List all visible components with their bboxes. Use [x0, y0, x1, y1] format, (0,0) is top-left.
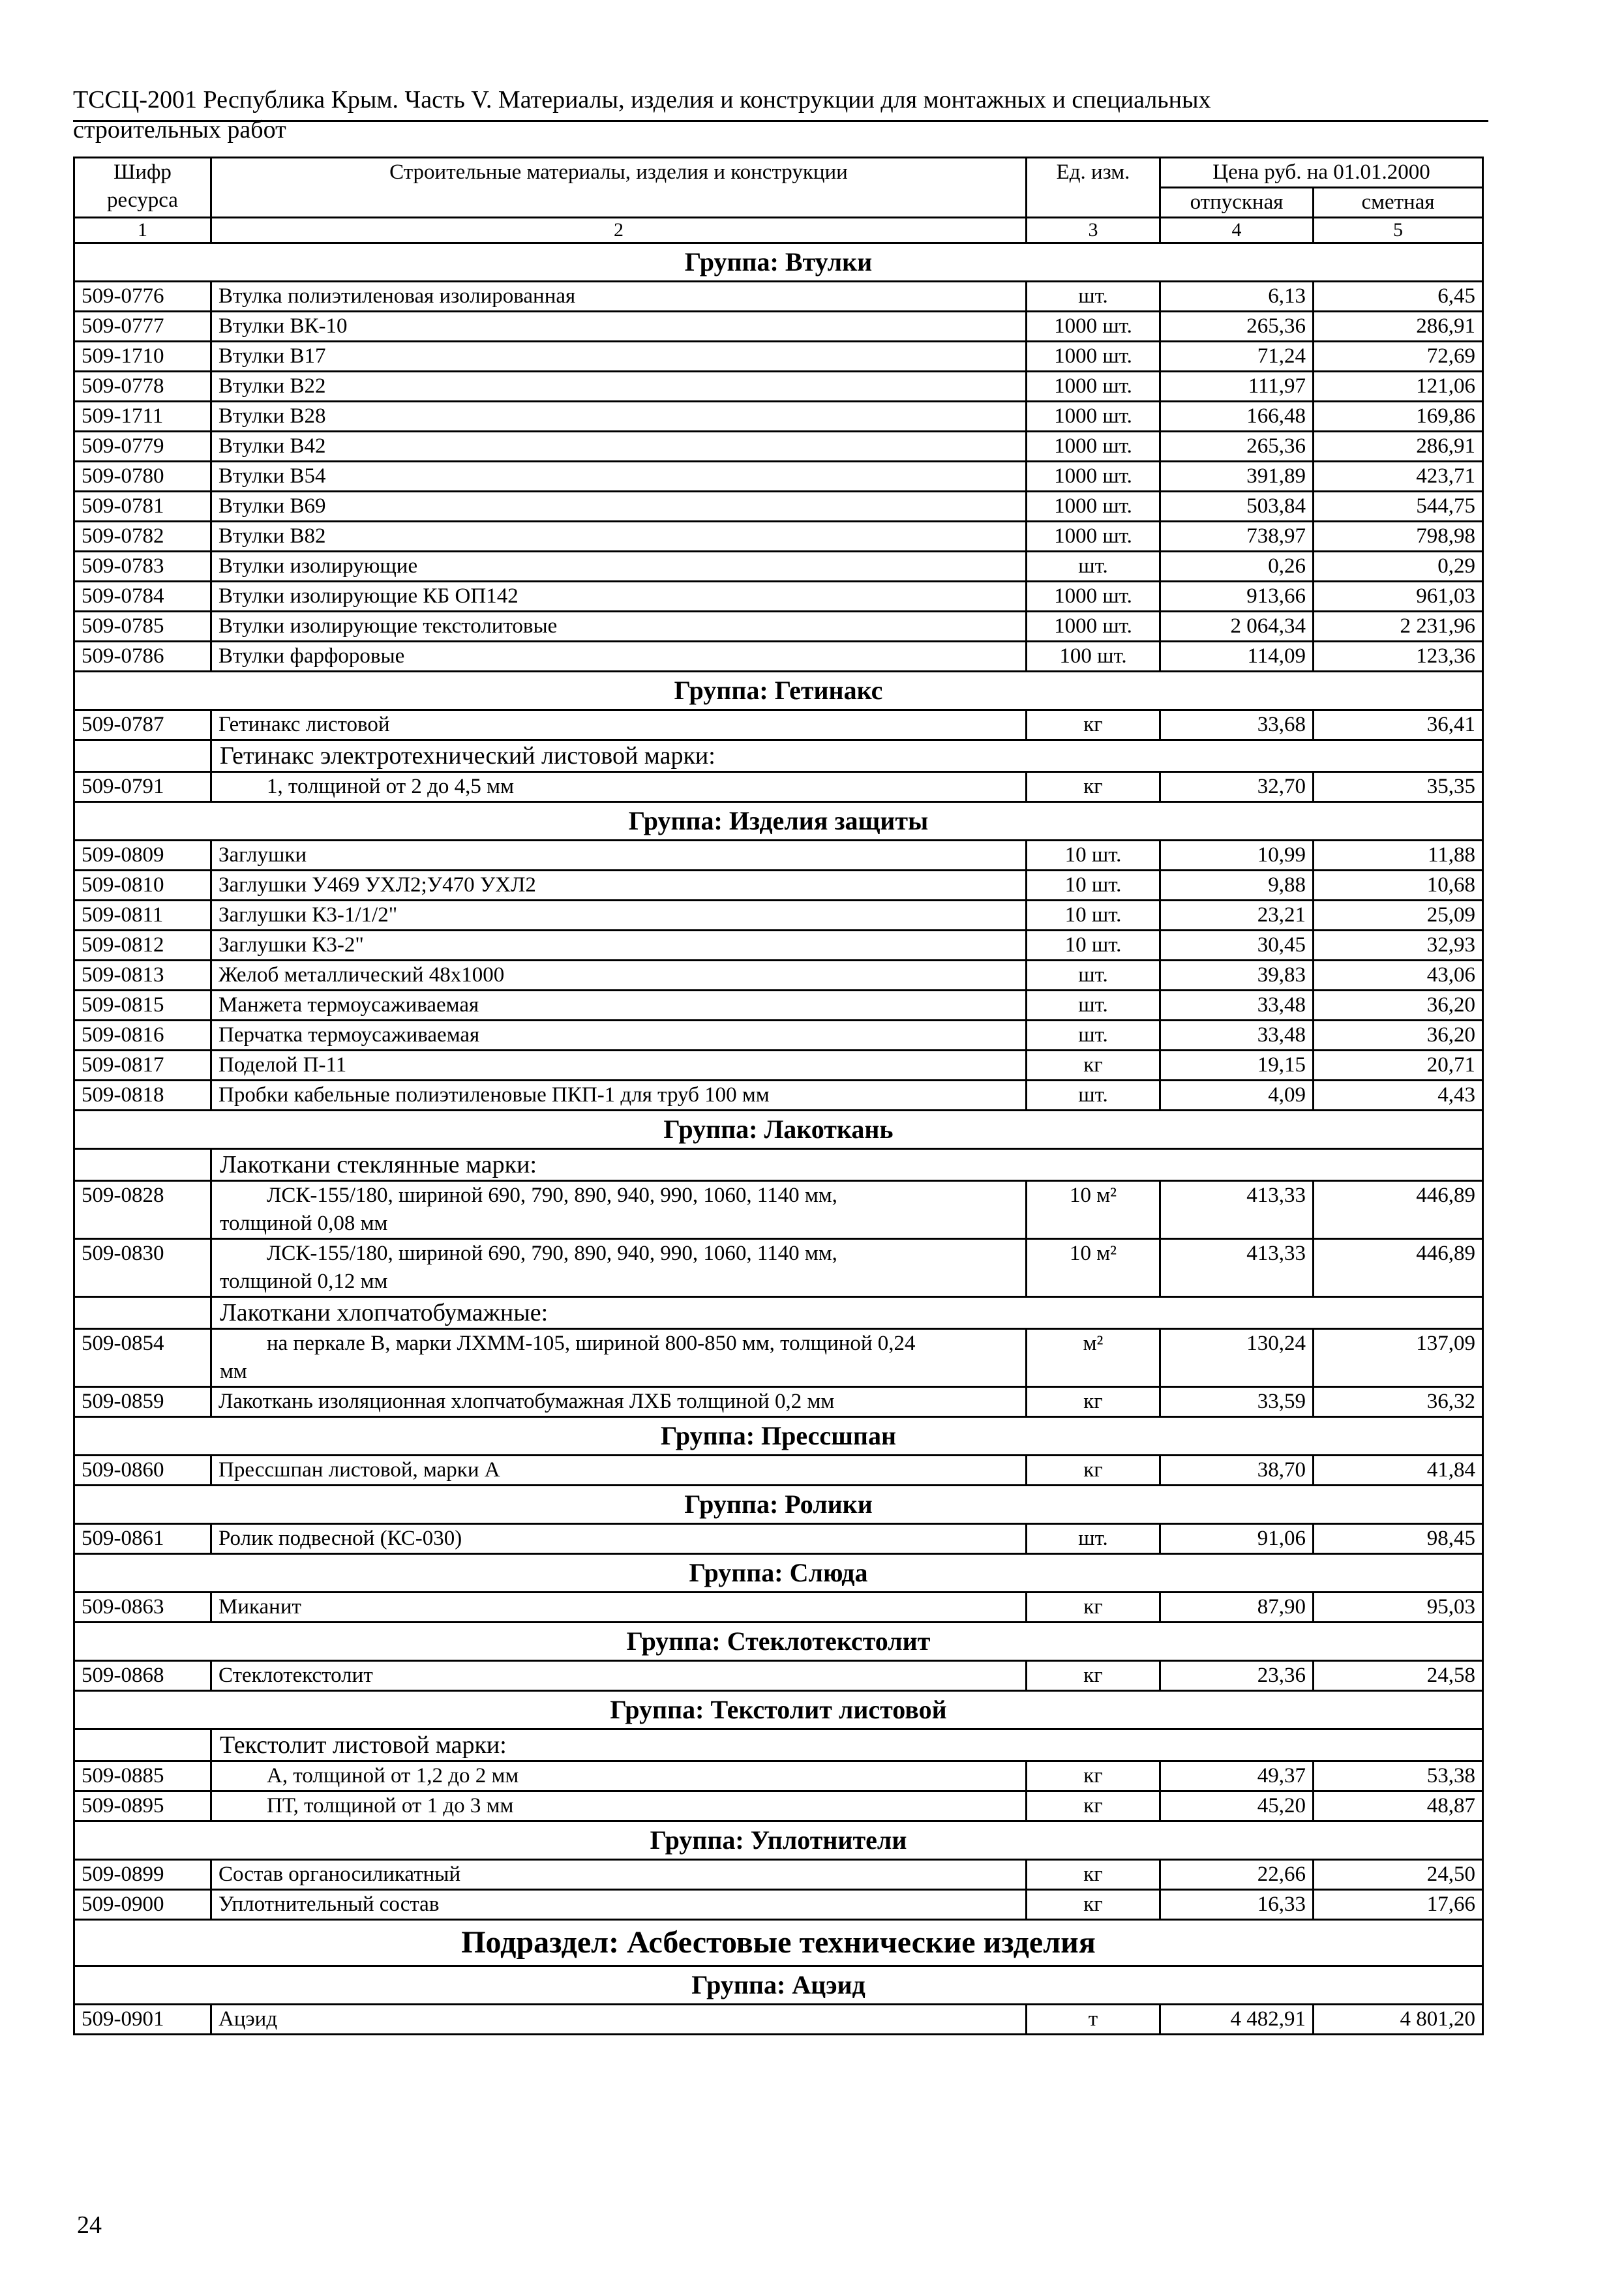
material-name: Гетинакс листовой [211, 710, 1027, 740]
resource-code: 509-0777 [74, 312, 211, 342]
material-name: Стеклотекстолит [211, 1661, 1027, 1691]
material-name: Состав органосиликатный [211, 1860, 1027, 1890]
group-heading-row [74, 1554, 1483, 1593]
header-title-line2: строительных работ [73, 116, 286, 143]
material-name [211, 772, 1027, 802]
unit-of-measure: 10 шт. [1027, 901, 1160, 931]
release-price: 39,83 [1160, 961, 1314, 991]
material-name: Желоб металлический 48х1000 [211, 961, 1027, 991]
empty-cell [74, 1297, 211, 1329]
group-heading: Группа: Уплотнители [74, 1821, 1483, 1860]
subsection-heading: Подраздел: Асбестовые технические изделия [74, 1920, 1483, 1966]
estimate-price: 25,09 [1314, 901, 1483, 931]
group-heading: Группа: Стеклотекстолит [74, 1623, 1483, 1661]
table-row [74, 1239, 1483, 1297]
material-name: Втулки В42 [211, 432, 1027, 462]
group-heading: Группа: Гетинакс [74, 672, 1483, 710]
material-name-text: 1, толщиной от 2 до 4,5 мм [267, 775, 514, 798]
resource-code: 509-0810 [74, 871, 211, 901]
unit-of-measure: 10 шт. [1027, 841, 1160, 871]
material-name: Уплотнительный состав [211, 1890, 1027, 1920]
column-number: 3 [1027, 218, 1160, 243]
unit-of-measure: 1000 шт. [1027, 342, 1160, 372]
unit-of-measure: 1000 шт. [1027, 432, 1160, 462]
resource-code: 509-0786 [74, 642, 211, 672]
column-numbers-row [74, 218, 1483, 243]
resource-code: 509-0784 [74, 582, 211, 612]
estimate-price: 53,38 [1314, 1761, 1483, 1791]
resource-code: 509-1711 [74, 402, 211, 432]
estimate-price: 798,98 [1314, 522, 1483, 552]
unit-of-measure: кг [1027, 1593, 1160, 1623]
estimate-price: 446,89 [1314, 1239, 1483, 1297]
resource-code: 509-0815 [74, 991, 211, 1021]
unit-of-measure: 1000 шт. [1027, 372, 1160, 402]
material-name [211, 1329, 1027, 1387]
release-price: 130,24 [1160, 1329, 1314, 1387]
release-price: 33,59 [1160, 1387, 1314, 1417]
release-price: 16,33 [1160, 1890, 1314, 1920]
table-body [74, 243, 1483, 2035]
resource-code: 509-0828 [74, 1181, 211, 1239]
estimate-price: 48,87 [1314, 1791, 1483, 1821]
group-heading-row [74, 1691, 1483, 1729]
table-row [74, 1387, 1483, 1417]
unit-of-measure: 1000 шт. [1027, 462, 1160, 492]
unit-of-measure: шт. [1027, 961, 1160, 991]
group-heading-row [74, 1821, 1483, 1860]
table-row [74, 372, 1483, 402]
release-price: 2 064,34 [1160, 612, 1314, 642]
resource-code: 509-0813 [74, 961, 211, 991]
column-number: 2 [211, 218, 1027, 243]
document-header [73, 85, 1488, 145]
material-name: Втулки В54 [211, 462, 1027, 492]
unit-of-measure: кг [1027, 1890, 1160, 1920]
release-price: 4 482,91 [1160, 2005, 1314, 2035]
resource-code: 509-0785 [74, 612, 211, 642]
unit-of-measure: т [1027, 2005, 1160, 2035]
material-name [211, 1181, 1027, 1239]
table-row [74, 710, 1483, 740]
column-number: 1 [74, 218, 211, 243]
unit-of-measure: 10 шт. [1027, 931, 1160, 961]
header-rule [73, 120, 1488, 122]
release-price: 738,97 [1160, 522, 1314, 552]
table-row [74, 1456, 1483, 1486]
release-price: 391,89 [1160, 462, 1314, 492]
estimate-price: 123,36 [1314, 642, 1483, 672]
material-name: Ацэид [211, 2005, 1027, 2035]
estimate-price: 446,89 [1314, 1181, 1483, 1239]
release-price: 23,36 [1160, 1661, 1314, 1691]
unit-of-measure: кг [1027, 710, 1160, 740]
material-name: Втулки В17 [211, 342, 1027, 372]
estimate-price: 36,20 [1314, 991, 1483, 1021]
estimate-price: 6,45 [1314, 282, 1483, 312]
material-name: Манжета термоусаживаемая [211, 991, 1027, 1021]
table-row [74, 282, 1483, 312]
material-name: Ролик подвесной (КС-030) [211, 1524, 1027, 1554]
release-price: 23,21 [1160, 901, 1314, 931]
estimate-price: 121,06 [1314, 372, 1483, 402]
release-price: 38,70 [1160, 1456, 1314, 1486]
table-row [74, 961, 1483, 991]
material-name-line2: мм [220, 1360, 247, 1383]
col-header-price: Цена руб. на 01.01.2000 [1160, 158, 1483, 188]
resource-code: 509-0854 [74, 1329, 211, 1387]
material-name: Поделой П-11 [211, 1051, 1027, 1081]
resource-code: 509-0809 [74, 841, 211, 871]
col-header-price-release: отпускная [1160, 188, 1314, 218]
header-title-line1: ТССЦ-2001 Республика Крым. Часть V. Материалы, изделия и конструкции для монтажных и специальных [73, 86, 1211, 113]
group-heading: Группа: Ролики [74, 1486, 1483, 1524]
material-name: Заглушки К3-1/1/2" [211, 901, 1027, 931]
col-header-code: Шифр ресурса [74, 158, 211, 218]
resource-code: 509-0817 [74, 1051, 211, 1081]
material-name: Втулка полиэтиленовая изолированная [211, 282, 1027, 312]
table-row [74, 582, 1483, 612]
column-number: 4 [1160, 218, 1314, 243]
resource-code: 509-0895 [74, 1791, 211, 1821]
resource-code: 509-0860 [74, 1456, 211, 1486]
estimate-price: 17,66 [1314, 1890, 1483, 1920]
release-price: 22,66 [1160, 1860, 1314, 1890]
release-price: 265,36 [1160, 312, 1314, 342]
material-name: Заглушки [211, 841, 1027, 871]
estimate-price: 24,58 [1314, 1661, 1483, 1691]
unit-of-measure: 1000 шт. [1027, 582, 1160, 612]
unit-of-measure: шт. [1027, 1021, 1160, 1051]
estimate-price: 11,88 [1314, 841, 1483, 871]
table-row [74, 612, 1483, 642]
estimate-price: 41,84 [1314, 1456, 1483, 1486]
release-price: 19,15 [1160, 1051, 1314, 1081]
table-row [74, 2005, 1483, 2035]
release-price: 114,09 [1160, 642, 1314, 672]
group-heading-row [74, 802, 1483, 841]
table-row [74, 1761, 1483, 1791]
unit-of-measure: 10 шт. [1027, 871, 1160, 901]
material-name-line1: на перкале В, марки ЛХММ-105, шириной 800-850 мм, толщиной 0,24 [267, 1332, 916, 1355]
unit-of-measure: кг [1027, 772, 1160, 802]
estimate-price: 4,43 [1314, 1081, 1483, 1111]
table-row [74, 462, 1483, 492]
material-name: Втулки изолирующие [211, 552, 1027, 582]
table-row [74, 1860, 1483, 1890]
resource-code: 509-0830 [74, 1239, 211, 1297]
unit-of-measure: кг [1027, 1051, 1160, 1081]
resource-code: 509-0787 [74, 710, 211, 740]
resource-code: 509-0859 [74, 1387, 211, 1417]
estimate-price: 286,91 [1314, 312, 1483, 342]
table-row [74, 1329, 1483, 1387]
table-row [74, 1791, 1483, 1821]
material-name: Лакоткань изоляционная хлопчатобумажная ЛХБ толщиной 0,2 мм [211, 1387, 1027, 1417]
release-price: 413,33 [1160, 1181, 1314, 1239]
material-name: Заглушки У469 УХЛ2;У470 УХЛ2 [211, 871, 1027, 901]
release-price: 6,13 [1160, 282, 1314, 312]
resource-code: 509-0791 [74, 772, 211, 802]
table-row [74, 871, 1483, 901]
table-row [74, 841, 1483, 871]
subgroup-heading-row [74, 1149, 1483, 1181]
subgroup-heading: Лакоткани хлопчатобумажные: [211, 1297, 1483, 1329]
column-number: 5 [1314, 218, 1483, 243]
estimate-price: 95,03 [1314, 1593, 1483, 1623]
material-name: Втулки изолирующие КБ ОП142 [211, 582, 1027, 612]
unit-of-measure: кг [1027, 1860, 1160, 1890]
resource-code: 509-0863 [74, 1593, 211, 1623]
table-row [74, 772, 1483, 802]
estimate-price: 961,03 [1314, 582, 1483, 612]
material-name: Перчатка термоусаживаемая [211, 1021, 1027, 1051]
table-row [74, 1593, 1483, 1623]
release-price: 33,48 [1160, 1021, 1314, 1051]
estimate-price: 36,41 [1314, 710, 1483, 740]
subgroup-heading: Лакоткани стеклянные марки: [211, 1149, 1483, 1181]
material-name: Втулки В82 [211, 522, 1027, 552]
material-name-text: А, толщиной от 1,2 до 2 мм [267, 1764, 519, 1788]
material-name: Втулки изолирующие текстолитовые [211, 612, 1027, 642]
group-heading: Группа: Лакоткань [74, 1111, 1483, 1149]
table-row [74, 432, 1483, 462]
estimate-price: 423,71 [1314, 462, 1483, 492]
group-heading: Группа: Изделия защиты [74, 802, 1483, 841]
estimate-price: 0,29 [1314, 552, 1483, 582]
unit-of-measure: кг [1027, 1791, 1160, 1821]
resource-code: 509-0900 [74, 1890, 211, 1920]
resource-code: 509-0780 [74, 462, 211, 492]
estimate-price: 43,06 [1314, 961, 1483, 991]
unit-of-measure: 1000 шт. [1027, 492, 1160, 522]
estimate-price: 36,32 [1314, 1387, 1483, 1417]
estimate-price: 35,35 [1314, 772, 1483, 802]
release-price: 30,45 [1160, 931, 1314, 961]
group-heading-row [74, 243, 1483, 282]
group-heading: Группа: Прессшпан [74, 1417, 1483, 1456]
empty-cell [74, 1729, 211, 1761]
group-heading-row [74, 1417, 1483, 1456]
table-row [74, 901, 1483, 931]
estimate-price: 169,86 [1314, 402, 1483, 432]
resource-code: 509-0781 [74, 492, 211, 522]
estimate-price: 2 231,96 [1314, 612, 1483, 642]
estimate-price: 24,50 [1314, 1860, 1483, 1890]
unit-of-measure: 1000 шт. [1027, 312, 1160, 342]
release-price: 91,06 [1160, 1524, 1314, 1554]
page-number: 24 [77, 2211, 102, 2239]
estimate-price: 10,68 [1314, 871, 1483, 901]
material-name: Заглушки К3-2" [211, 931, 1027, 961]
subgroup-heading-row [74, 1729, 1483, 1761]
estimate-price: 544,75 [1314, 492, 1483, 522]
release-price: 265,36 [1160, 432, 1314, 462]
resource-code: 509-0776 [74, 282, 211, 312]
material-name: Втулки фарфоровые [211, 642, 1027, 672]
release-price: 10,99 [1160, 841, 1314, 871]
group-heading-row [74, 1623, 1483, 1661]
material-name: Втулки ВК-10 [211, 312, 1027, 342]
material-name: Втулки В28 [211, 402, 1027, 432]
estimate-price: 98,45 [1314, 1524, 1483, 1554]
resource-code: 509-0778 [74, 372, 211, 402]
resource-code: 509-0816 [74, 1021, 211, 1051]
material-name [211, 1761, 1027, 1791]
resource-code: 509-0885 [74, 1761, 211, 1791]
group-heading: Группа: Текстолит листовой [74, 1691, 1483, 1729]
empty-cell [74, 740, 211, 772]
table-row [74, 1524, 1483, 1554]
resource-code: 509-0811 [74, 901, 211, 931]
material-name [211, 1791, 1027, 1821]
material-name-text: ПТ, толщиной от 1 до 3 мм [267, 1794, 514, 1818]
release-price: 33,68 [1160, 710, 1314, 740]
table-row [74, 522, 1483, 552]
unit-of-measure: кг [1027, 1387, 1160, 1417]
unit-of-measure: шт. [1027, 1081, 1160, 1111]
release-price: 503,84 [1160, 492, 1314, 522]
unit-of-measure: шт. [1027, 1524, 1160, 1554]
group-heading-row [74, 1486, 1483, 1524]
unit-of-measure: 1000 шт. [1027, 522, 1160, 552]
table-row [74, 1890, 1483, 1920]
unit-of-measure: шт. [1027, 991, 1160, 1021]
material-name-line2: толщиной 0,08 мм [220, 1212, 388, 1235]
material-name-line1: ЛСК-155/180, шириной 690, 790, 890, 940, 990, 1060, 1140 мм, [267, 1242, 837, 1265]
resource-code: 509-0899 [74, 1860, 211, 1890]
estimate-price: 36,20 [1314, 1021, 1483, 1051]
estimate-price: 286,91 [1314, 432, 1483, 462]
resource-code: 509-0812 [74, 931, 211, 961]
unit-of-measure: 1000 шт. [1027, 402, 1160, 432]
unit-of-measure: кг [1027, 1661, 1160, 1691]
group-heading-row [74, 672, 1483, 710]
release-price: 49,37 [1160, 1761, 1314, 1791]
resource-code: 509-0868 [74, 1661, 211, 1691]
group-heading: Группа: Втулки [74, 243, 1483, 282]
release-price: 413,33 [1160, 1239, 1314, 1297]
table-row [74, 1021, 1483, 1051]
group-heading: Группа: Ацэид [74, 1966, 1483, 2005]
release-price: 4,09 [1160, 1081, 1314, 1111]
subgroup-heading-row [74, 740, 1483, 772]
subsection-heading-row [74, 1920, 1483, 1966]
resource-code: 509-1710 [74, 342, 211, 372]
estimate-price: 32,93 [1314, 931, 1483, 961]
unit-of-measure: 100 шт. [1027, 642, 1160, 672]
table-row [74, 642, 1483, 672]
table-row [74, 1051, 1483, 1081]
subgroup-heading-row [74, 1297, 1483, 1329]
table-row [74, 1181, 1483, 1239]
material-name-line1: ЛСК-155/180, шириной 690, 790, 890, 940, 990, 1060, 1140 мм, [267, 1184, 837, 1207]
release-price: 0,26 [1160, 552, 1314, 582]
col-header-name: Строительные материалы, изделия и конструкции [211, 158, 1027, 218]
table-row [74, 931, 1483, 961]
group-heading-row [74, 1966, 1483, 2005]
resource-code: 509-0779 [74, 432, 211, 462]
estimate-price: 72,69 [1314, 342, 1483, 372]
material-name: Прессшпан листовой, марки А [211, 1456, 1027, 1486]
unit-of-measure: кг [1027, 1456, 1160, 1486]
resource-code: 509-0783 [74, 552, 211, 582]
unit-of-measure: шт. [1027, 552, 1160, 582]
price-table [73, 157, 1484, 2035]
release-price: 913,66 [1160, 582, 1314, 612]
unit-of-measure: шт. [1027, 282, 1160, 312]
unit-of-measure: м² [1027, 1329, 1160, 1387]
release-price: 71,24 [1160, 342, 1314, 372]
estimate-price: 4 801,20 [1314, 2005, 1483, 2035]
resource-code: 509-0818 [74, 1081, 211, 1111]
subgroup-heading: Гетинакс электротехнический листовой марки: [211, 740, 1483, 772]
empty-cell [74, 1149, 211, 1181]
unit-of-measure: кг [1027, 1761, 1160, 1791]
release-price: 9,88 [1160, 871, 1314, 901]
table-row [74, 1081, 1483, 1111]
material-name [211, 1239, 1027, 1297]
table-row [74, 492, 1483, 522]
material-name: Миканит [211, 1593, 1027, 1623]
release-price: 45,20 [1160, 1791, 1314, 1821]
material-name-line2: толщиной 0,12 мм [220, 1270, 388, 1293]
estimate-price: 137,09 [1314, 1329, 1483, 1387]
table-row [74, 342, 1483, 372]
table-row [74, 312, 1483, 342]
resource-code: 509-0861 [74, 1524, 211, 1554]
col-header-price-estimate: сметная [1314, 188, 1483, 218]
col-header-unit: Ед. изм. [1027, 158, 1160, 218]
release-price: 111,97 [1160, 372, 1314, 402]
estimate-price: 20,71 [1314, 1051, 1483, 1081]
release-price: 166,48 [1160, 402, 1314, 432]
table-row [74, 402, 1483, 432]
material-name: Пробки кабельные полиэтиленовые ПКП-1 для труб 100 мм [211, 1081, 1027, 1111]
table-row [74, 991, 1483, 1021]
subgroup-heading: Текстолит листовой марки: [211, 1729, 1483, 1761]
resource-code: 509-0901 [74, 2005, 211, 2035]
release-price: 32,70 [1160, 772, 1314, 802]
group-heading-row [74, 1111, 1483, 1149]
table-row [74, 1661, 1483, 1691]
unit-of-measure: 1000 шт. [1027, 612, 1160, 642]
material-name: Втулки В69 [211, 492, 1027, 522]
resource-code: 509-0782 [74, 522, 211, 552]
unit-of-measure: 10 м² [1027, 1181, 1160, 1239]
material-name: Втулки В22 [211, 372, 1027, 402]
table-row [74, 552, 1483, 582]
group-heading: Группа: Слюда [74, 1554, 1483, 1593]
release-price: 87,90 [1160, 1593, 1314, 1623]
unit-of-measure: 10 м² [1027, 1239, 1160, 1297]
release-price: 33,48 [1160, 991, 1314, 1021]
